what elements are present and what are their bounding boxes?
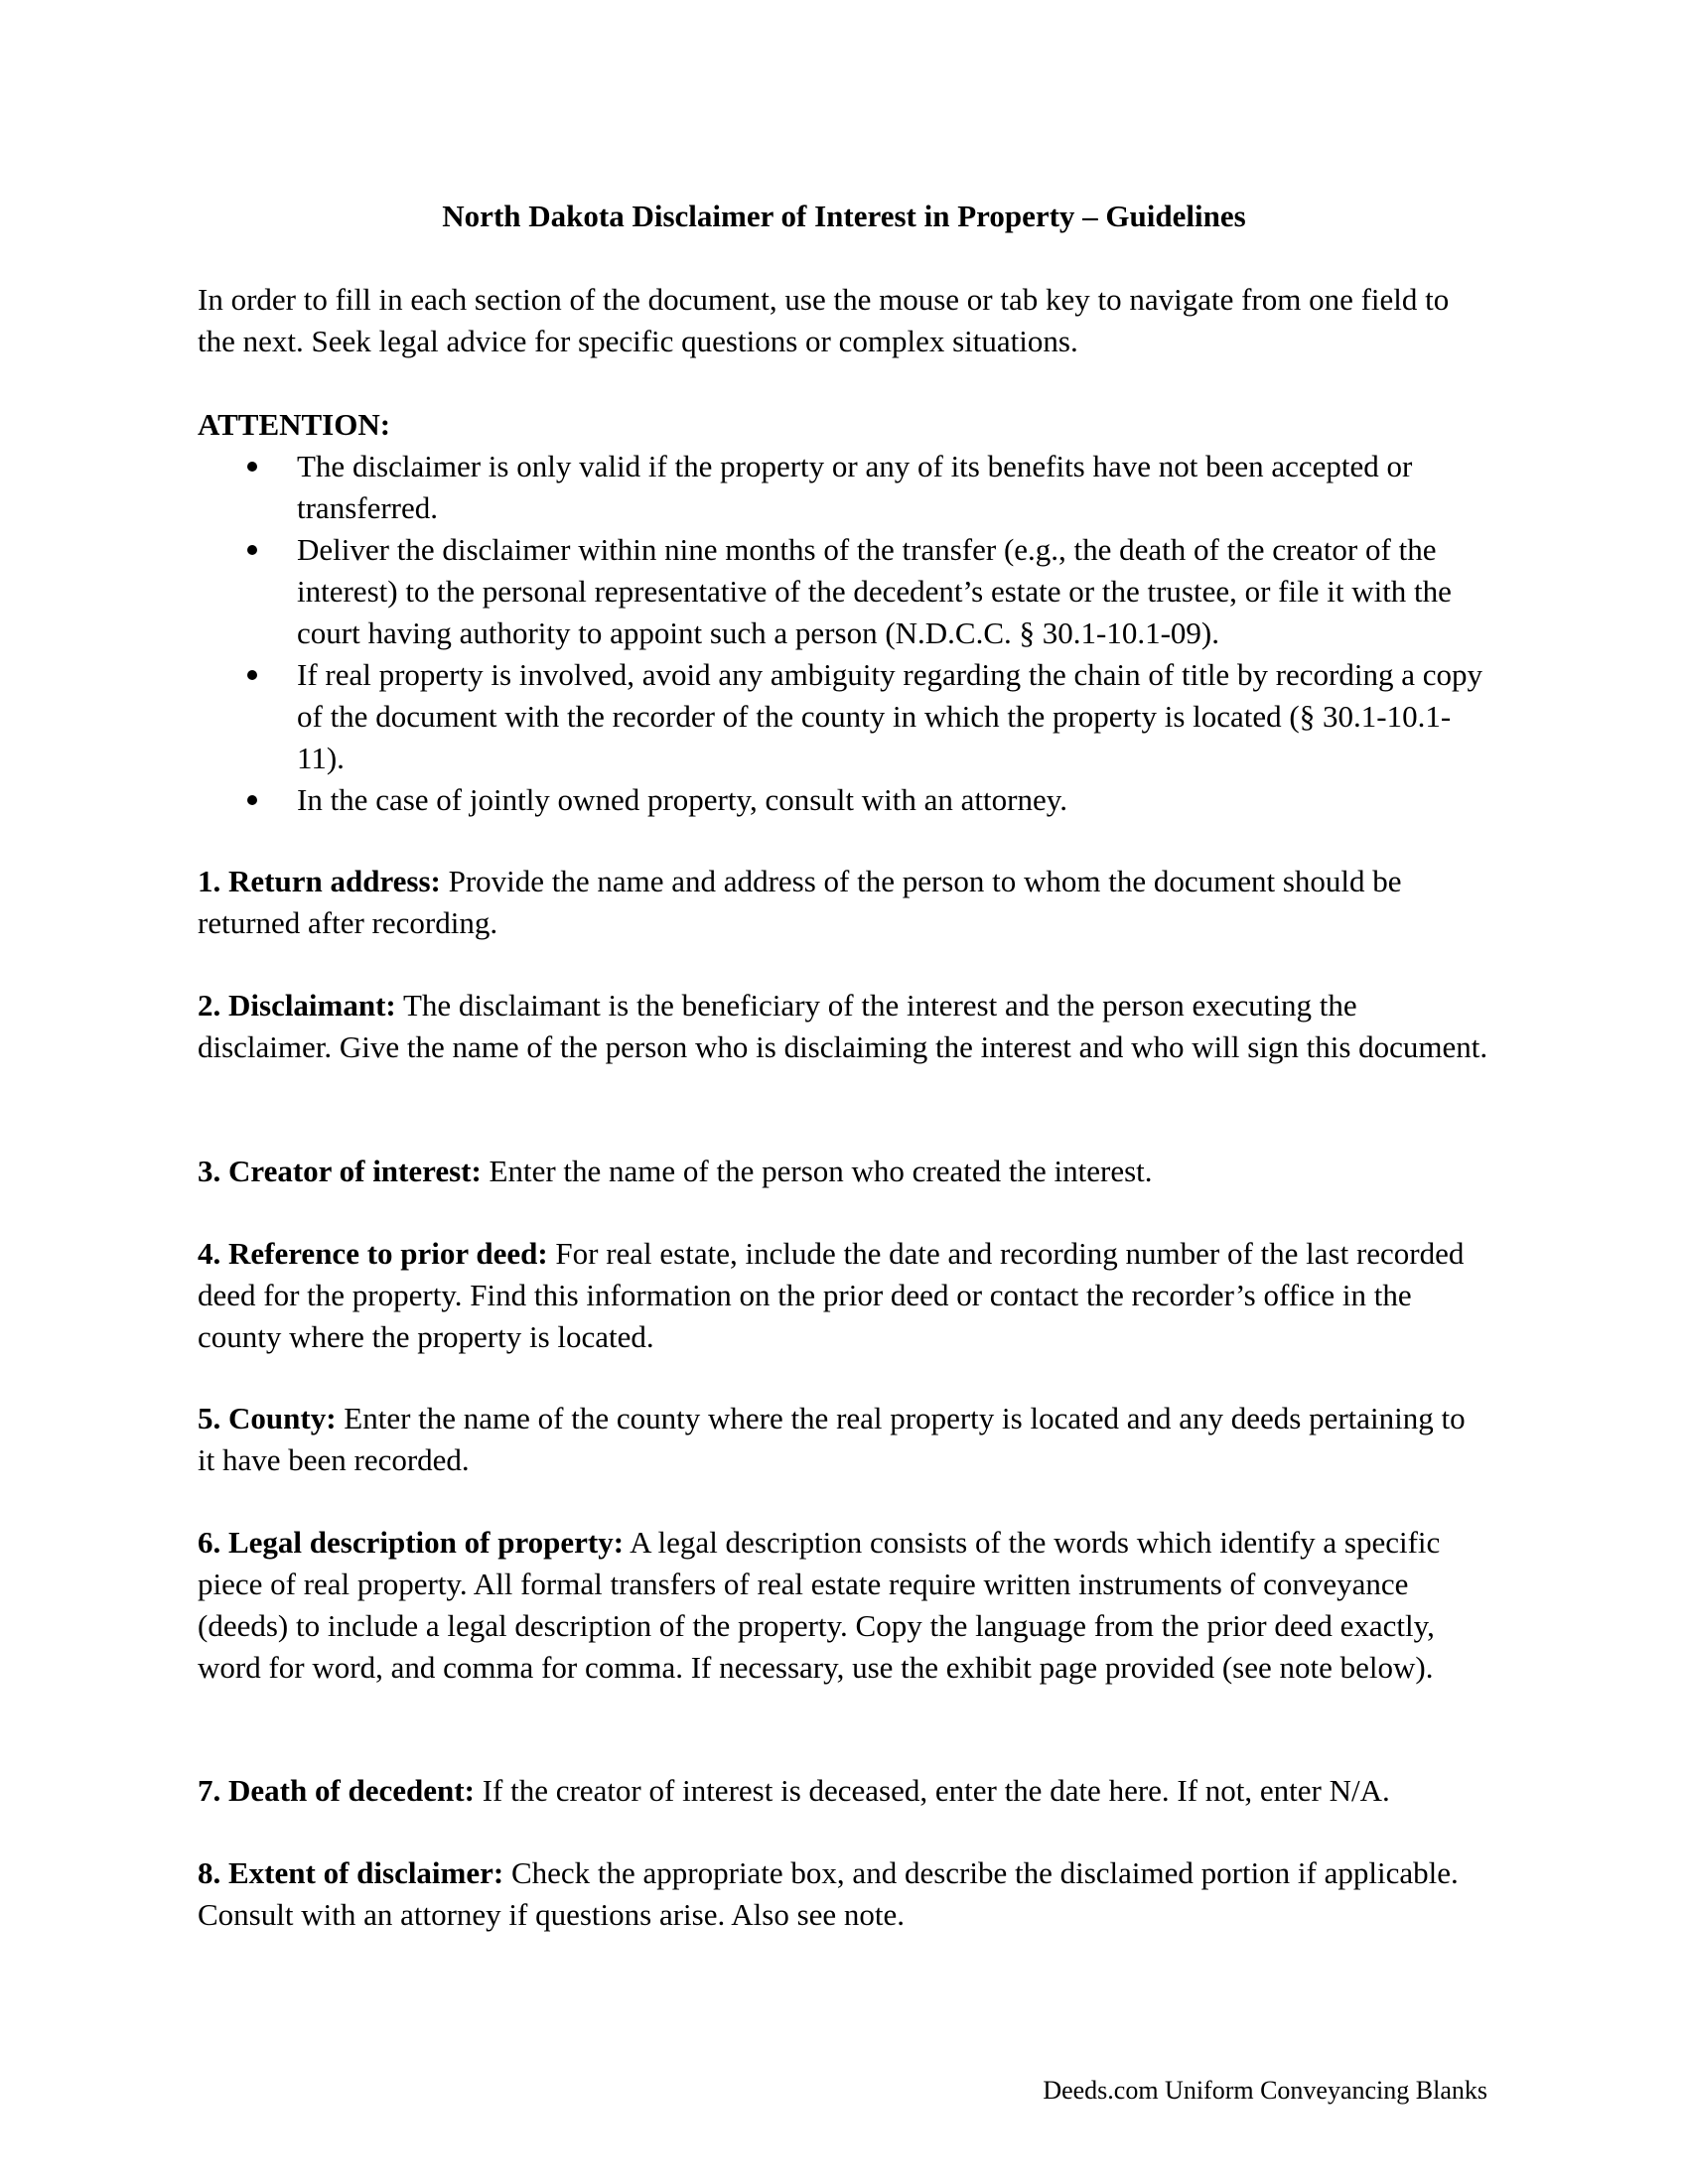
list-item [198,446,1498,529]
section-heading: 6. Legal description of property: [198,1525,625,1560]
bullet-text: If real property is involved, avoid any ambiguity regarding the chain of title by recording a copy of the document with the recorder of the county in which the property is located (§ 30.1-10.1-11). [297,657,1482,775]
bullet-icon [247,795,257,805]
section-county [198,1398,1488,1481]
attention-list [198,446,1498,821]
section-reference-to-prior-deed [198,1233,1488,1358]
section-heading: 2. Disclaimant: [198,988,396,1023]
section-text: A legal description consists of the words which identify a specific piece of real property. All formal transfers of real estate require written instruments of conveyance (deeds) to include a legal description of the property. Copy the language from the prior deed exactly, word for word, and comma for comma. If necessary, use the exhibit page provided (see note below). [198,1525,1441,1685]
section-disclaimant [198,985,1488,1068]
section-legal-description [198,1522,1488,1689]
section-text: The disclaimant is the beneficiary of the interest and the person executing the disclaimer. Give the name of the person who is disclaiming the interest and who will sign this document. [198,988,1488,1064]
section-text: For real estate, include the date and recording number of the last recorded deed for the property. Find this information on the prior deed or contact the recorder’s office in the county where the property is located. [198,1236,1465,1354]
document-title: North Dakota Disclaimer of Interest in Property – Guidelines [442,199,1246,233]
list-item [198,529,1498,654]
section-return-address [198,861,1488,944]
section-heading: 1. Return address: [198,864,441,898]
bullet-text: The disclaimer is only valid if the property or any of its benefits have not been accepted or transferred. [297,449,1413,525]
section-text: If the creator of interest is deceased, enter the date here. If not, enter N/A. [474,1773,1390,1808]
section-extent-of-disclaimer [198,1852,1488,1936]
section-creator-of-interest [198,1151,1488,1192]
bullet-icon [247,670,257,680]
bullet-icon [247,545,257,555]
list-item [198,654,1498,779]
section-heading: 8. Extent of disclaimer: [198,1855,504,1890]
page-footer: Deeds.com Uniform Conveyancing Blanks [1043,2076,1487,2105]
bullet-text: In the case of jointly owned property, consult with an attorney. [297,782,1067,817]
list-item [198,779,1498,821]
section-death-of-decedent [198,1770,1488,1812]
section-heading: 5. County: [198,1401,337,1435]
section-heading: 4. Reference to prior deed: [198,1236,548,1271]
section-text: Check the appropriate box, and describe the disclaimed portion if applicable. Consult with an attorney if questions arise. Also see note. [198,1855,1459,1932]
attention-heading: ATTENTION: [198,407,391,442]
section-text: Provide the name and address of the person to whom the document should be returned after recording. [198,864,1402,940]
intro-paragraph: In order to fill in each section of the document, use the mouse or tab key to navigate from one field to the next. Seek legal advice for specific questions or complex situations. [198,282,1450,358]
section-text: Enter the name of the county where the real property is located and any deeds pertaining to it have been recorded. [198,1401,1466,1477]
section-heading: 7. Death of decedent: [198,1773,475,1808]
section-text: Enter the name of the person who created the interest. [481,1154,1153,1188]
bullet-text: Deliver the disclaimer within nine months of the transfer (e.g., the death of the creator of the interest) to the personal representative of the decedent’s estate or the trustee, or file it with the court having authority to appoint such a person (N.D.C.C. § 30.1-10.1-09). [297,532,1452,650]
section-heading: 3. Creator of interest: [198,1154,482,1188]
bullet-icon [247,462,257,472]
